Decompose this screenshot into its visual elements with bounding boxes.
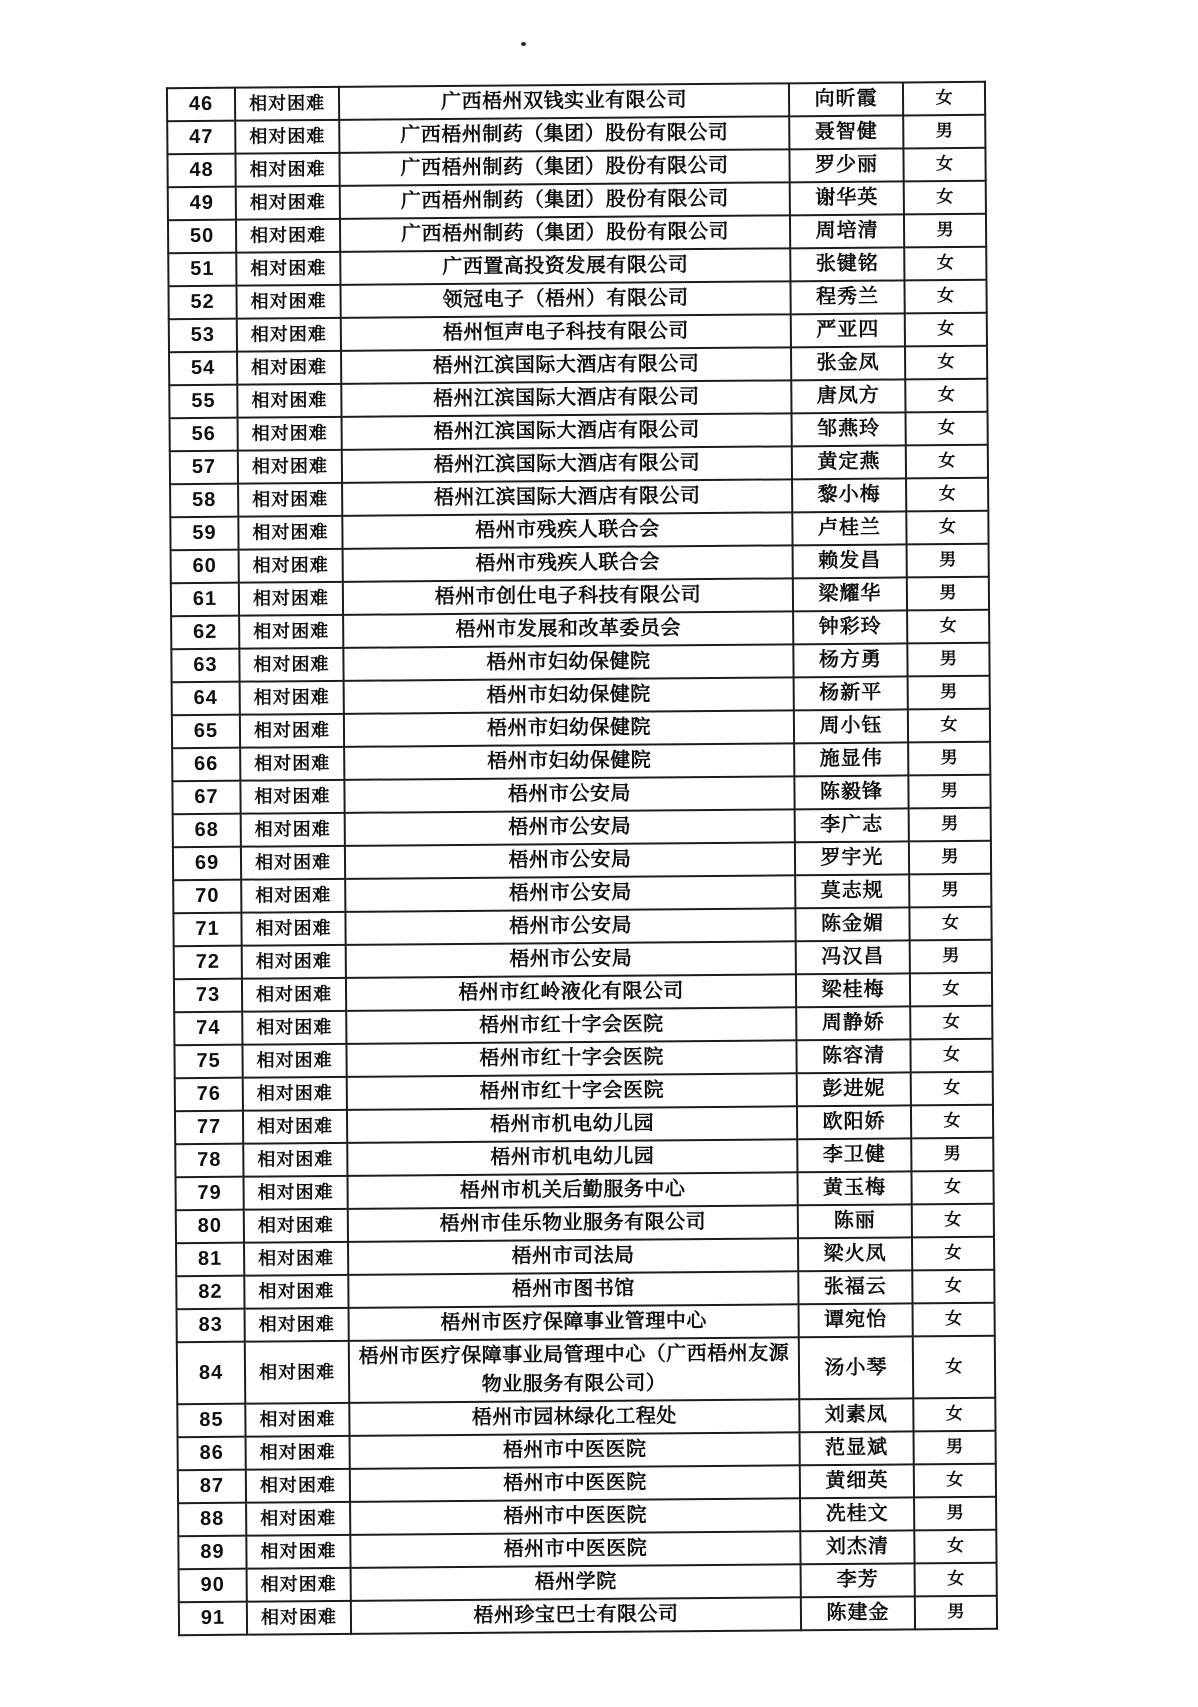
cell-row-number: 53	[169, 319, 237, 353]
cell-category: 相对困难	[242, 978, 346, 1012]
cell-person-name: 周小钰	[794, 709, 908, 743]
cell-company-name: 梧州市医疗保障事业管理中心	[349, 1304, 799, 1341]
cell-person-name: 刘素凤	[799, 1398, 913, 1432]
cell-row-number: 55	[169, 385, 237, 419]
cell-row-number: 68	[173, 814, 241, 848]
cell-row-number: 50	[168, 220, 236, 254]
cell-category: 相对困难	[247, 1601, 351, 1635]
cell-category: 相对困难	[246, 1502, 350, 1536]
cell-row-number: 58	[170, 484, 238, 518]
cell-company-name: 梧州市医疗保障事业局管理中心（广西梧州友源物业服务有限公司）	[349, 1337, 799, 1403]
cell-person-name: 周培清	[790, 214, 904, 248]
cell-category: 相对困难	[238, 417, 342, 451]
cell-gender: 女	[913, 1336, 995, 1399]
cell-row-number: 57	[170, 451, 238, 485]
cell-person-name: 刘杰清	[800, 1530, 914, 1564]
cell-gender: 男	[910, 940, 992, 974]
cell-company-name: 梧州江滨国际大酒店有限公司	[341, 380, 791, 417]
cell-gender: 女	[908, 709, 990, 743]
cell-category: 相对困难	[236, 252, 340, 286]
cell-gender: 男	[904, 214, 986, 248]
cell-person-name: 梁耀华	[793, 577, 907, 611]
cell-person-name: 陈容清	[796, 1039, 910, 1073]
cell-row-number: 47	[167, 121, 235, 155]
cell-category: 相对困难	[246, 1436, 350, 1470]
cell-person-name: 程秀兰	[790, 280, 904, 314]
cell-company-name: 广西梧州制药（集团）股份有限公司	[339, 116, 789, 153]
cell-person-name: 黎小梅	[792, 478, 906, 512]
cell-row-number: 56	[170, 418, 238, 452]
cell-category: 相对困难	[239, 582, 343, 616]
cell-row-number: 54	[169, 352, 237, 386]
cell-category: 相对困难	[237, 351, 341, 385]
cell-row-number: 65	[172, 715, 240, 749]
cell-person-name: 黄细英	[800, 1464, 914, 1498]
cell-row-number: 72	[174, 946, 242, 980]
cell-person-name: 罗少丽	[789, 148, 903, 182]
cell-category: 相对困难	[245, 1341, 349, 1404]
cell-company-name: 梧州市机电幼儿园	[347, 1139, 797, 1176]
cell-company-name: 梧州市发展和改革委员会	[343, 611, 793, 648]
cell-category: 相对困难	[236, 285, 340, 319]
cell-person-name: 李芳	[801, 1563, 915, 1597]
cell-category: 相对困难	[240, 681, 344, 715]
cell-row-number: 81	[176, 1243, 244, 1277]
cell-row-number: 66	[172, 748, 240, 782]
cell-category: 相对困难	[237, 384, 341, 418]
cell-company-name: 梧州江滨国际大酒店有限公司	[342, 413, 792, 450]
cell-person-name: 李广志	[795, 808, 909, 842]
cell-person-name: 冯汉昌	[796, 940, 910, 974]
cell-company-name: 梧州市妇幼保健院	[344, 710, 794, 747]
cell-gender: 女	[906, 445, 988, 479]
cell-person-name: 汤小琴	[799, 1336, 913, 1399]
cell-category: 相对困难	[244, 1275, 348, 1309]
cell-row-number: 52	[168, 286, 236, 320]
cell-row-number: 77	[175, 1111, 243, 1145]
cell-row-number: 51	[168, 253, 236, 287]
cell-category: 相对困难	[235, 120, 339, 154]
cell-gender: 女	[914, 1464, 996, 1498]
cell-category: 相对困难	[247, 1568, 351, 1602]
cell-row-number: 90	[179, 1569, 247, 1603]
cell-person-name: 钟彩玲	[793, 610, 907, 644]
cell-company-name: 广西梧州制药（集团）股份有限公司	[340, 182, 790, 219]
cell-gender: 女	[913, 1303, 995, 1337]
cell-gender: 女	[910, 1006, 992, 1040]
cell-row-number: 88	[178, 1503, 246, 1537]
cell-category: 相对困难	[240, 780, 344, 814]
cell-person-name: 陈丽	[798, 1204, 912, 1238]
cell-category: 相对困难	[244, 1242, 348, 1276]
cell-category: 相对困难	[236, 219, 340, 253]
cell-person-name: 罗宇光	[795, 841, 909, 875]
cell-gender: 女	[911, 1072, 993, 1106]
cell-company-name: 梧州市公安局	[345, 875, 795, 912]
cell-category: 相对困难	[238, 483, 342, 517]
cell-row-number: 87	[178, 1470, 246, 1504]
cell-company-name: 广西置高投资发展有限公司	[340, 248, 790, 285]
cell-person-name: 卢桂兰	[792, 511, 906, 545]
cell-gender: 男	[908, 775, 990, 809]
cell-person-name: 彭进妮	[797, 1072, 911, 1106]
cell-category: 相对困难	[242, 1044, 346, 1078]
cell-category: 相对困难	[245, 1403, 349, 1437]
cell-category: 相对困难	[241, 912, 345, 946]
cell-gender: 女	[906, 478, 988, 512]
cell-person-name: 邹燕玲	[792, 412, 906, 446]
cell-category: 相对困难	[243, 1077, 347, 1111]
cell-gender: 女	[903, 82, 985, 116]
cell-category: 相对困难	[237, 318, 341, 352]
cell-category: 相对困难	[243, 1110, 347, 1144]
cell-person-name: 赖发昌	[793, 544, 907, 578]
cell-category: 相对困难	[241, 879, 345, 913]
cell-gender: 女	[903, 148, 985, 182]
cell-row-number: 78	[175, 1144, 243, 1178]
cell-row-number: 64	[172, 682, 240, 716]
cell-row-number: 71	[173, 913, 241, 947]
cell-person-name: 张金凤	[791, 346, 905, 380]
cell-person-name: 梁桂梅	[796, 973, 910, 1007]
cell-category: 相对困难	[238, 450, 342, 484]
cell-gender: 女	[915, 1563, 997, 1597]
cell-gender: 女	[905, 379, 987, 413]
cell-gender: 男	[915, 1596, 997, 1630]
cell-category: 相对困难	[238, 516, 342, 550]
cell-gender: 男	[907, 577, 989, 611]
table-row	[177, 1336, 995, 1404]
cell-row-number: 80	[176, 1210, 244, 1244]
cell-person-name: 范显斌	[800, 1431, 914, 1465]
cell-company-name: 广西梧州制药（集团）股份有限公司	[340, 215, 790, 252]
cell-category: 相对困难	[244, 1209, 348, 1243]
cell-category: 相对困难	[239, 648, 343, 682]
cell-company-name: 广西梧州制药（集团）股份有限公司	[339, 149, 789, 186]
cell-gender: 女	[906, 412, 988, 446]
cell-gender: 女	[912, 1204, 994, 1238]
cell-company-name: 梧州市佳乐物业服务有限公司	[348, 1205, 798, 1242]
cell-row-number: 76	[175, 1078, 243, 1112]
cell-category: 相对困难	[235, 87, 339, 121]
cell-gender: 女	[909, 907, 991, 941]
cell-category: 相对困难	[236, 186, 340, 220]
cell-company-name: 梧州市公安局	[346, 941, 796, 978]
cell-company-name: 梧州市妇幼保健院	[343, 644, 793, 681]
cell-row-number: 70	[173, 880, 241, 914]
cell-gender: 男	[914, 1431, 996, 1465]
cell-row-number: 62	[171, 616, 239, 650]
cell-person-name: 杨新平	[794, 676, 908, 710]
cell-row-number: 83	[177, 1309, 245, 1343]
cell-company-name: 梧州市图书馆	[348, 1271, 798, 1308]
cell-gender: 男	[909, 841, 991, 875]
cell-gender: 女	[905, 346, 987, 380]
cell-company-name: 梧州市机关后勤服务中心	[347, 1172, 797, 1209]
cell-company-name: 梧州市公安局	[344, 776, 794, 813]
cell-person-name: 冼桂文	[800, 1497, 914, 1531]
cell-gender: 女	[904, 280, 986, 314]
cell-company-name: 梧州市残疾人联合会	[343, 545, 793, 582]
cell-company-name: 梧州江滨国际大酒店有限公司	[342, 479, 792, 516]
cell-category: 相对困难	[239, 615, 343, 649]
cell-person-name: 梁火凤	[798, 1237, 912, 1271]
cell-person-name: 周静娇	[796, 1006, 910, 1040]
cell-category: 相对困难	[242, 1011, 346, 1045]
cell-person-name: 施显伟	[794, 742, 908, 776]
cell-person-name: 欧阳娇	[797, 1105, 911, 1139]
cell-category: 相对困难	[243, 1176, 347, 1210]
cell-gender: 女	[907, 610, 989, 644]
cell-gender: 女	[914, 1530, 996, 1564]
cell-gender: 女	[913, 1398, 995, 1432]
cell-person-name: 张福云	[798, 1270, 912, 1304]
cell-gender: 男	[911, 1138, 993, 1172]
cell-gender: 男	[907, 544, 989, 578]
cell-company-name: 梧州市红十字会医院	[347, 1073, 797, 1110]
cell-category: 相对困难	[241, 813, 345, 847]
cell-category: 相对困难	[240, 747, 344, 781]
cell-gender: 女	[905, 313, 987, 347]
cell-gender: 女	[910, 973, 992, 1007]
cell-row-number: 61	[171, 583, 239, 617]
cell-gender: 男	[909, 808, 991, 842]
cell-category: 相对困难	[235, 153, 339, 187]
cell-company-name: 梧州江滨国际大酒店有限公司	[341, 347, 791, 384]
cell-row-number: 67	[172, 781, 240, 815]
cell-company-name: 梧州市机电幼儿园	[347, 1106, 797, 1143]
cell-company-name: 梧州市残疾人联合会	[342, 512, 792, 549]
scan-speck-artifact	[521, 42, 526, 46]
cell-company-name: 梧州市公安局	[345, 842, 795, 879]
table-row	[179, 1596, 997, 1635]
cell-gender: 女	[911, 1105, 993, 1139]
cell-category: 相对困难	[239, 549, 343, 583]
cell-category: 相对困难	[241, 846, 345, 880]
cell-row-number: 48	[167, 154, 235, 188]
cell-gender: 女	[912, 1270, 994, 1304]
cell-gender: 女	[904, 181, 986, 215]
cell-company-name: 梧州恒声电子科技有限公司	[341, 314, 791, 351]
cell-gender: 男	[909, 874, 991, 908]
cell-company-name: 梧州市公安局	[345, 809, 795, 846]
cell-category: 相对困难	[242, 945, 346, 979]
cell-company-name: 梧州市中医医院	[350, 1465, 800, 1502]
cell-gender: 女	[904, 247, 986, 281]
cell-row-number: 63	[171, 649, 239, 683]
cell-row-number: 82	[176, 1276, 244, 1310]
cell-person-name: 陈建金	[801, 1596, 915, 1630]
cell-company-name: 梧州市园林绿化工程处	[349, 1399, 799, 1436]
cell-company-name: 梧州市红岭液化有限公司	[346, 974, 796, 1011]
cell-row-number: 73	[174, 979, 242, 1013]
cell-row-number: 49	[168, 187, 236, 221]
cell-company-name: 广西梧州双钱实业有限公司	[339, 83, 789, 120]
cell-gender: 男	[907, 643, 989, 677]
cell-person-name: 严亚四	[791, 313, 905, 347]
cell-company-name: 梧州市中医医院	[350, 1531, 800, 1568]
cell-company-name: 梧州市中医医院	[350, 1498, 800, 1535]
cell-person-name: 聂智健	[789, 115, 903, 149]
cell-row-number: 79	[175, 1177, 243, 1211]
cell-company-name: 梧州市创仕电子科技有限公司	[343, 578, 793, 615]
cell-company-name: 梧州市司法局	[348, 1238, 798, 1275]
cell-row-number: 69	[173, 847, 241, 881]
cell-person-name: 谢华英	[790, 181, 904, 215]
cell-company-name: 领冠电子（梧州）有限公司	[340, 281, 790, 318]
cell-category: 相对困难	[240, 714, 344, 748]
cell-company-name: 梧州市公安局	[345, 908, 795, 945]
cell-gender: 男	[903, 115, 985, 149]
cell-company-name: 梧州市妇幼保健院	[344, 677, 794, 714]
cell-category: 相对困难	[243, 1143, 347, 1177]
cell-company-name: 梧州市妇幼保健院	[344, 743, 794, 780]
cell-category: 相对困难	[246, 1535, 350, 1569]
cell-gender: 男	[908, 742, 990, 776]
cell-company-name: 梧州市红十字会医院	[346, 1040, 796, 1077]
cell-row-number: 86	[178, 1437, 246, 1471]
roster-table-container	[166, 81, 996, 1636]
cell-person-name: 李卫健	[797, 1138, 911, 1172]
cell-gender: 女	[912, 1237, 994, 1271]
cell-category: 相对困难	[245, 1308, 349, 1342]
cell-row-number: 85	[177, 1404, 245, 1438]
cell-row-number: 74	[174, 1012, 242, 1046]
cell-person-name: 向昕霞	[789, 82, 903, 116]
cell-row-number: 46	[167, 88, 235, 122]
cell-company-name: 梧州珍宝巴士有限公司	[351, 1597, 801, 1634]
cell-company-name: 梧州江滨国际大酒店有限公司	[342, 446, 792, 483]
cell-row-number: 75	[174, 1045, 242, 1079]
cell-company-name: 梧州市红十字会医院	[346, 1007, 796, 1044]
cell-company-name: 梧州学院	[351, 1564, 801, 1601]
cell-person-name: 陈金媚	[795, 907, 909, 941]
cell-gender: 女	[906, 511, 988, 545]
cell-gender: 女	[910, 1039, 992, 1073]
cell-company-name: 梧州市中医医院	[350, 1432, 800, 1469]
cell-row-number: 59	[170, 517, 238, 551]
cell-person-name: 杨方勇	[793, 643, 907, 677]
cell-row-number: 60	[171, 550, 239, 584]
table-body	[167, 82, 997, 1635]
cell-category: 相对困难	[246, 1469, 350, 1503]
cell-row-number: 91	[179, 1602, 247, 1636]
cell-person-name: 黄定燕	[792, 445, 906, 479]
cell-person-name: 张键铭	[790, 247, 904, 281]
cell-person-name: 黄玉梅	[797, 1171, 911, 1205]
cell-gender: 女	[911, 1171, 993, 1205]
cell-gender: 男	[914, 1497, 996, 1531]
cell-person-name: 陈毅锋	[794, 775, 908, 809]
cell-row-number: 84	[177, 1342, 245, 1405]
cell-row-number: 89	[178, 1536, 246, 1570]
cell-person-name: 唐凤方	[791, 379, 905, 413]
roster-table	[166, 81, 998, 1636]
cell-gender: 男	[908, 676, 990, 710]
cell-person-name: 莫志规	[795, 874, 909, 908]
cell-person-name: 谭宛怡	[799, 1303, 913, 1337]
